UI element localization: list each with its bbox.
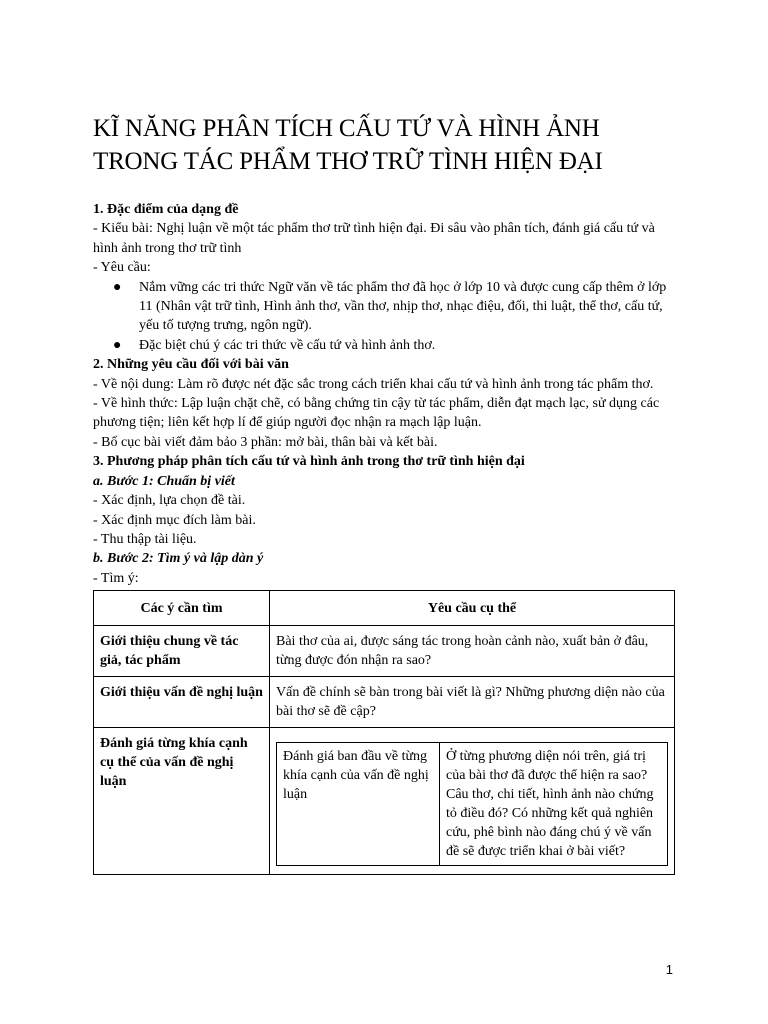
table-cell-label: Giới thiệu chung về tác giả, tác phẩm (94, 626, 270, 677)
table-row (94, 626, 675, 677)
document-body (93, 200, 675, 875)
section-2-heading: 2. Những yêu cầu đối với bài văn (93, 357, 289, 373)
table-cell-detail: Bài thơ của ai, được sáng tác trong hoàn cảnh nào, xuất bản ở đâu, từng được đón nhận ra sao? (270, 626, 675, 677)
table-cell-detail (270, 728, 675, 875)
page-number: 1 (665, 962, 673, 977)
bullet-icon: ● (113, 279, 122, 295)
requirements-list (93, 278, 675, 356)
step-2-heading: b. Bước 2: Tìm ý và lập dàn ý (93, 551, 264, 567)
nested-table (276, 742, 668, 866)
section-1-yeu-cau: - Yêu cầu: (93, 260, 151, 276)
section-3-heading: 3. Phương pháp phân tích cấu tứ và hình ảnh trong thơ trữ tình hiện đại (93, 454, 525, 470)
nested-table-row (277, 743, 668, 866)
list-item: ● Nắm vững các tri thức Ngữ văn về tác phẩm thơ đã học ở lớp 10 và được cung cấp thêm ở lớp 11 (Nhân vật trữ tình, Hình ảnh thơ, vần thơ, nhịp thơ, nhạc điệu, đối, thi luật, thể thơ, cấu tứ, yếu tố tượng trưng, ngôn ngữ). (113, 279, 667, 334)
section-2-line: - Bố cục bài viết đảm bảo 3 phần: mở bài, thân bài và kết bài. (93, 434, 438, 450)
table-row (94, 728, 675, 875)
step-1-heading: a. Bước 1: Chuẩn bị viết (93, 473, 235, 489)
table-cell-detail: Vấn đề chính sẽ bàn trong bài viết là gì? Những phương diện nào của bài thơ sẽ đề cập? (270, 677, 675, 728)
document-title (93, 112, 693, 178)
table-cell-label: Đánh giá từng khía cạnh cụ thể của vấn đề nghị luận (94, 728, 270, 875)
step-1-line: - Xác định, lựa chọn đề tài. (93, 493, 246, 509)
list-item: ● Đặc biệt chú ý các tri thức về cấu tứ và hình ảnh thơ. (93, 336, 675, 355)
table-cell-label: Giới thiệu vấn đề nghị luận (94, 677, 270, 728)
tim-y-label: - Tìm ý: (93, 570, 139, 586)
table-header-row (94, 591, 675, 626)
step-1-line: - Thu thập tài liệu. (93, 531, 197, 547)
title-line-2: TRONG TÁC PHẨM THƠ TRỮ TÌNH HIỆN ĐẠI (93, 148, 603, 175)
section-1-kieu-bai: - Kiểu bài: Nghị luận về một tác phẩm thơ trữ tình hiện đại. Đi sâu vào phân tích, đánh giá cấu tứ và hình ảnh trong thơ trữ tình (93, 221, 655, 256)
section-2-line: - Về hình thức: Lập luận chặt chẽ, có bằng chứng tin cậy từ tác phẩm, diễn đạt mạch lạc, sử dụng các phương tiện; liên kết hợp lí để giúp người đọc nhận ra mạch lập luận. (93, 396, 660, 431)
ideas-table (93, 590, 675, 875)
step-1-line: - Xác định mục đích làm bài. (93, 512, 256, 528)
table-header-cell: Các ý cần tìm (94, 591, 270, 626)
section-2-line: - Về nội dung: Làm rõ được nét đặc sắc trong cách triển khai cấu tứ và hình ảnh trong tác phẩm thơ. (93, 376, 654, 392)
title-line-1: KĨ NĂNG PHÂN TÍCH CẤU TỨ VÀ HÌNH ẢNH (93, 115, 600, 142)
nested-cell-left: Đánh giá ban đầu về từng khía cạnh của vấn đề nghị luận (277, 743, 440, 866)
nested-cell-right: Ở từng phương diện nói trên, giá trị của bài thơ đã được thể hiện ra sao? Câu thơ, chi tiết, hình ảnh nào chứng tỏ điều đó? Có những kết quả nghiên cứu, phê bình nào đáng chú ý về vấn đề sẽ được triển khai ở bài viết? (440, 743, 668, 866)
section-1-heading: 1. Đặc điểm của dạng đề (93, 202, 239, 217)
bullet-icon: ● (113, 337, 122, 353)
table-header-cell: Yêu cầu cụ thể (270, 591, 675, 626)
table-row (94, 677, 675, 728)
